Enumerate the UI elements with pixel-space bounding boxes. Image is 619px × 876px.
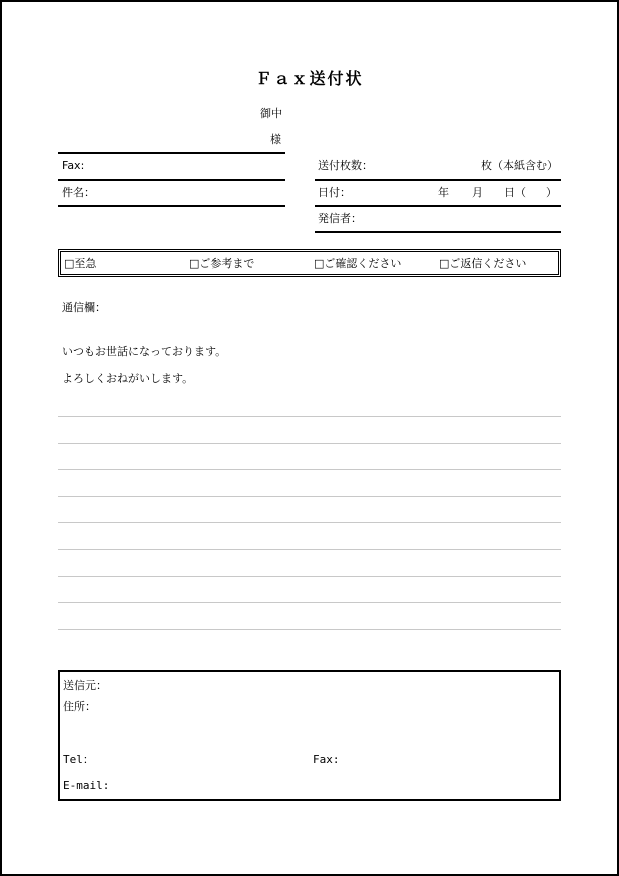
checkbox-please-reply[interactable]: □ご返信ください (439, 257, 527, 270)
address-label: 住所： (63, 700, 96, 713)
checkbox-please-confirm[interactable]: □ご確認ください (314, 257, 402, 270)
sender-label: 発信者： (318, 212, 362, 225)
person-suffix: 様 (270, 133, 281, 146)
writing-line (58, 496, 561, 497)
writing-line (58, 629, 561, 630)
writing-line (58, 602, 561, 603)
pages-label: 送付枚数： (318, 159, 373, 172)
writing-line (58, 443, 561, 444)
writing-line (58, 416, 561, 417)
subject-label: 件名： (62, 186, 95, 199)
footer-fax-label: Fax: (313, 753, 340, 766)
page-title: Ｆａｘ送付状 (255, 69, 364, 88)
date-close: ） (546, 186, 557, 199)
checkbox-for-reference[interactable]: □ご参考まで (189, 257, 255, 270)
message-line-2: よろしくおねがいします。 (62, 372, 194, 385)
recipient-name-line (58, 152, 285, 154)
writing-line (58, 522, 561, 523)
company-suffix: 御中 (260, 107, 282, 120)
pages-suffix: 枚（本紙含む） (481, 159, 558, 172)
date-year: 年 (438, 186, 449, 199)
writing-line (58, 576, 561, 577)
recipient-fax-label: Fax: (62, 159, 85, 172)
tel-label: Tel： (63, 753, 94, 766)
email-label: E-mail: (63, 779, 110, 792)
message-line-1: いつもお世話になっております。 (62, 345, 227, 358)
subject-line (58, 205, 285, 207)
writing-line (58, 549, 561, 550)
sender-line (315, 231, 561, 233)
pages-line (315, 179, 561, 181)
sender-details-box (58, 670, 561, 801)
recipient-fax-line (58, 179, 285, 181)
date-month: 月 (472, 186, 483, 199)
checkbox-urgent[interactable]: □至急 (64, 257, 97, 270)
date-line (315, 205, 561, 207)
message-label: 通信欄： (62, 301, 106, 314)
from-label: 送信元： (63, 679, 107, 692)
writing-line (58, 469, 561, 470)
date-label: 日付： (318, 186, 351, 199)
date-day: 日（ (504, 186, 526, 199)
